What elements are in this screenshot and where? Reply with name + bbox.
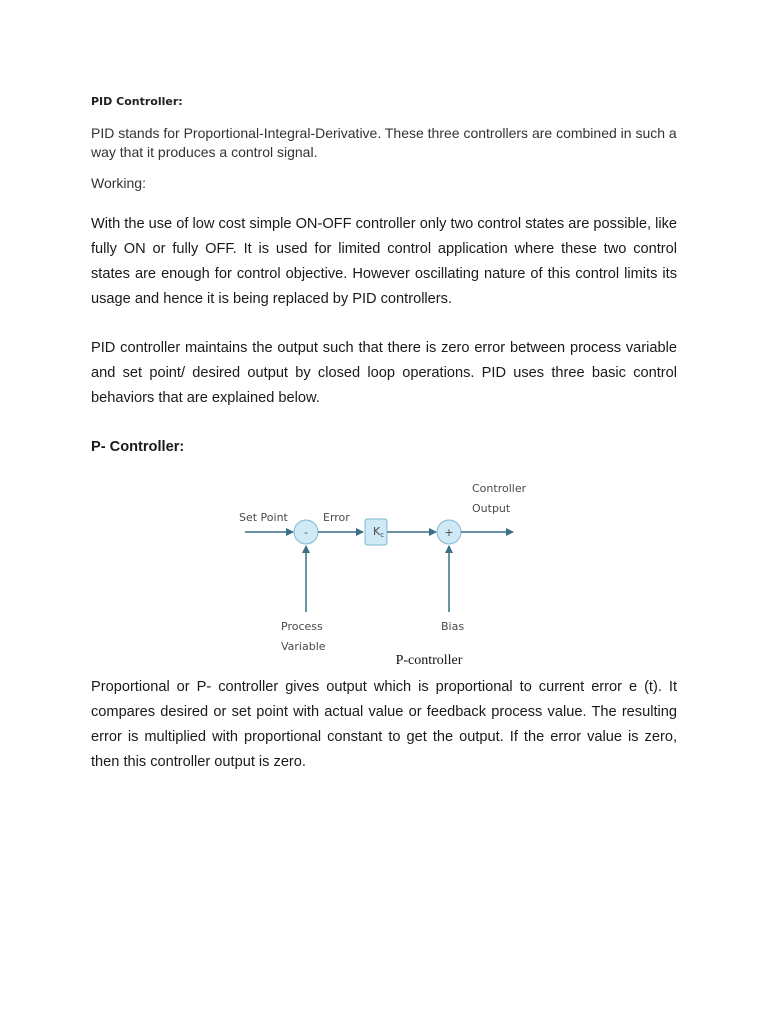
document-title: PID Controller: (91, 95, 183, 108)
set-point-label: Set Point (239, 511, 288, 524)
process-variable-label-line2: Variable (281, 640, 326, 653)
p-controller-heading: P- Controller: (91, 439, 185, 455)
p-controller-diagram (239, 472, 529, 658)
controller-output-label-line2: Output (472, 502, 511, 515)
controller-output-label-line1: Controller (472, 482, 527, 495)
plus-sign: + (444, 526, 454, 539)
p-controller-svg (239, 472, 529, 658)
bias-label: Bias (441, 620, 465, 633)
minus-sign: - (304, 526, 308, 539)
gain-label: Kc (373, 525, 385, 539)
pid-paragraph: PID controller maintains the output such that there is zero error between process variable and set point/ desired output by closed loop operations. PID uses three basic control behaviors that are explained below. (91, 340, 677, 406)
diagram-caption: P-controller (395, 653, 463, 668)
error-label: Error (323, 511, 350, 524)
on-off-paragraph: With the use of low cost simple ON-OFF controller only two control states are possible, like fully ON or fully OFF. It is used for limited control application where these two control states are enough for control objective. However oscillating nature of this control limits its usage and hence it is being replaced by PID controllers. (91, 216, 677, 307)
intro-paragraph: PID stands for Proportional-Integral-Derivative. These three controllers are combined in such a way that it produces a control signal. (91, 125, 677, 160)
p-controller-paragraph: Proportional or P- controller gives output which is proportional to current error e (t). It compares desired or set point with actual value or feedback process value. The resulting error is multiplied with proportional constant to get the output. If the error value is zero, then this controller output is zero. (91, 679, 677, 770)
process-variable-label-line1: Process (281, 620, 323, 633)
working-label: Working: (91, 175, 146, 191)
